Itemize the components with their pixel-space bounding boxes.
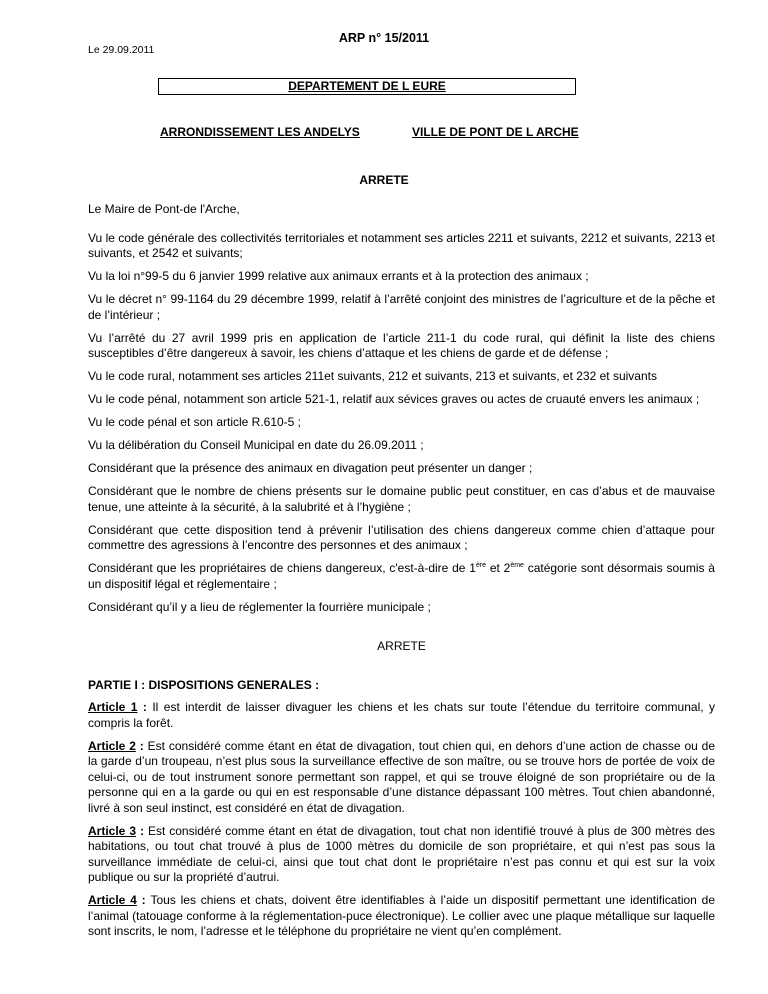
considerant-paragraph: Considérant qu’il y a lieu de réglementer la fourrière municipale ;	[88, 599, 431, 614]
article-separator: :	[137, 700, 153, 714]
partie-title: PARTIE I : DISPOSITIONS GENERALES :	[88, 677, 320, 692]
department-box	[158, 78, 576, 95]
superscript-1: ère	[475, 562, 487, 569]
document-body	[88, 202, 715, 947]
document-date: Le 29.09.2011	[88, 44, 155, 56]
considerant-paragraph: Considérant que le nombre de chiens présents sur le domaine public peut constituer, en cas d’abus et de mauvaise tenue, une atteinte à la sécurité, à la salubrité et à l’hygiène ;	[88, 484, 715, 514]
visa-paragraph: Vu l’arrêté du 27 avril 1999 pris en application de l’article 211-1 du code rural, qui définit la liste des chiens susceptibles d’être dangereux à savoir, les chiens d’attaque et les chiens de garde et de défense ;	[88, 330, 715, 360]
arrete-heading: ARRETE	[359, 173, 409, 187]
considerant-paragraph: Considérant que la présence des animaux en divagation peut présenter un danger ;	[88, 461, 533, 475]
mayor-intro: Le Maire de Pont-de l'Arche,	[88, 202, 240, 216]
article-label: Article 4	[88, 893, 137, 907]
arrondissement-label: ARRONDISSEMENT LES ANDELYS	[160, 125, 360, 139]
ville-label: VILLE DE PONT DE L ARCHE	[412, 125, 579, 139]
department-name: DEPARTEMENT DE L EURE	[288, 79, 446, 93]
visa-paragraph: Vu la loi n°99-5 du 6 janvier 1999 relative aux animaux errants et à la protection des animaux ;	[88, 269, 589, 283]
categories-text-2: et 2	[486, 561, 511, 575]
arrete-center-heading: ARRETE	[377, 639, 426, 653]
article-text: Il est interdit de laisser divaguer les chiens et les chats sur toute l’étendue du territoire communal, y compris la forêt.	[88, 700, 715, 730]
superscript-2: ème	[510, 562, 524, 569]
visa-paragraph: Vu le décret n° 99-1164 du 29 décembre 1999, relatif à l’arrêté conjoint des ministres de l’agriculture et de la pêche et de l’intérieur ;	[88, 292, 715, 322]
article-paragraph	[88, 700, 715, 731]
article-text: Est considéré comme étant en état de divagation, tout chat non identifié trouvé à plus de 300 mètres des habitations, ou tout chat trouvé à plus de 1000 mètres du domicile de son propriétaire, et qui n’est pas sous la surveillance immédiate de celui-ci, ainsi que tout chat dont le propriétaire n’est pas connu et qui est sur la voix publique ou sur la propriété d’autrui.	[88, 823, 715, 884]
visa-paragraph: Vu le code pénal et son article R.610-5 ;	[88, 415, 302, 429]
visa-paragraph: Vu le code pénal, notamment son article 521-1, relatif aux sévices graves ou actes de cruauté envers les animaux ;	[88, 392, 700, 406]
article-label: Article 3	[88, 823, 136, 838]
visa-paragraph: Vu la délibération du Conseil Municipal en date du 26.09.2011 ;	[88, 438, 424, 452]
categories-text-3: catégorie sont désormais soumis à un dispositif légal et réglementaire ;	[88, 561, 715, 591]
reference-number: ARP n° 15/2011	[338, 31, 430, 45]
article-separator: :	[135, 738, 148, 753]
article-separator: :	[136, 823, 148, 838]
article-paragraph	[88, 893, 715, 940]
article-label: Article 2	[88, 738, 136, 753]
article-paragraph	[88, 739, 715, 817]
visa-paragraph: Vu le code générale des collectivités territoriales et notamment ses articles 2211 et suivants, 2212 et suivants, 2213 et suivants, et 2542 et suivants;	[88, 230, 716, 260]
article-label: Article 1	[88, 700, 138, 714]
categories-text-1: Considérant que les propriétaires de chiens dangereux, c'est-à-dire de 1	[88, 561, 476, 575]
article-text: Est considéré comme étant en état de divagation, tout chien qui, en dehors d’une action de chasse ou de la garde d’un troupeau, n’est plus sous la surveillance effective de son maître, ou se trouve hors de portée de voix de celui-ci, ou de tout instrument sonore permettant son rappel, et qui se trouve éloigné de son propriétaire ou de la personne qui en a la garde ou qui en est responsable d’une distance dépassant 100 mètres. Tout chien abandonné, livré à son seul instinct, est considéré en état de divagation.	[88, 738, 716, 815]
visa-paragraph: Vu le code rural, notamment ses articles 211et suivants, 212 et suivants, 213 et suivants, et 232 et suivants	[88, 369, 657, 383]
article-text: Tous les chiens et chats, doivent être identifiables à l’aide un dispositif permettant une identification de l’animal (tatouage conforme à la réglementation-puce électronique). Le collier avec une plaque métallique sur laquelle sont inscrits, le nom, l’adresse et le téléphone du propriétaire ne vient qu’en complément.	[88, 893, 715, 938]
considerant-paragraph: Considérant que cette disposition tend à prévenir l’utilisation des chiens dangereux comme chien d’attaque pour commettre des agressions à l’encontre des personnes et des animaux ;	[88, 522, 715, 552]
article-separator: :	[136, 893, 151, 907]
article-paragraph	[88, 824, 715, 886]
considerant-categories	[88, 561, 715, 592]
